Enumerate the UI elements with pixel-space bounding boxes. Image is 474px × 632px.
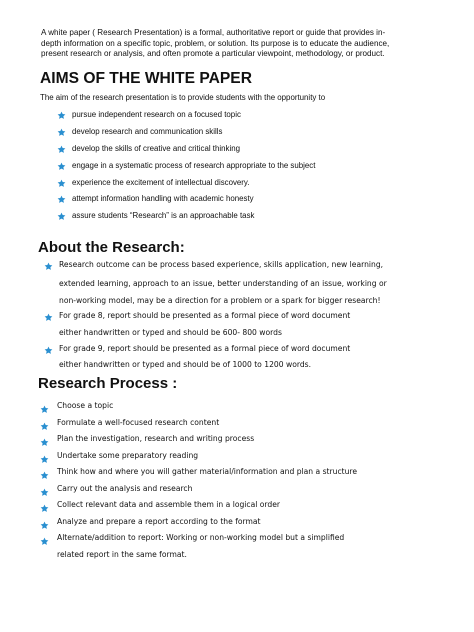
process-list-item: Collect relevant data and assemble them in a logical order: [57, 500, 280, 509]
aims-list-item: pursue independent research on a focused topic: [72, 110, 241, 119]
about-line: non-working model, may be a direction for a problem or a spark for bigger research!: [59, 296, 381, 305]
intro-paragraph: [41, 28, 437, 60]
star-icon: [40, 537, 49, 546]
process-list-item: Undertake some preparatory reading: [57, 451, 199, 460]
about-paragraph: [59, 260, 387, 306]
star-icon: [40, 521, 49, 530]
process-list-item: Plan the investigation, research and writing process: [57, 434, 255, 443]
star-icon: [57, 111, 66, 120]
star-icon: [40, 471, 49, 480]
star-icon: [44, 313, 53, 322]
star-icon: [57, 145, 66, 154]
star-icon: [40, 405, 49, 414]
intro-line: A white paper ( Research Presentation) is a formal, authoritative report or guide that provides in-: [41, 28, 386, 37]
about-line: either handwritten or typed and should be 600- 800 words: [59, 328, 282, 337]
star-icon: [57, 162, 66, 171]
process-heading: Research Process :: [38, 375, 178, 392]
aims-list-item: engage in a systematic process of research appropriate to the subject: [72, 161, 316, 170]
about-line: extended learning, approach to an issue, better understanding of an issue, working or: [59, 279, 387, 288]
process-list-item: Choose a topic: [57, 401, 114, 410]
about-line: either handwritten or typed and should be of 1000 to 1200 words.: [59, 360, 312, 369]
process-list-item: Think how and where you will gather material/information and plan a structure: [57, 467, 358, 476]
aims-lead-text: The aim of the research presentation is to provide students with the opportunity to: [40, 93, 326, 102]
star-icon: [40, 422, 49, 431]
star-icon: [57, 128, 66, 137]
about-line: Research outcome can be process based experience, skills application, new learning,: [59, 260, 384, 269]
aims-list-item: experience the excitement of intellectual discovery.: [72, 178, 250, 187]
about-line: For grade 8, report should be presented as a formal piece of word document: [59, 311, 351, 320]
aims-list-item: develop research and communication skills: [72, 127, 223, 136]
process-last-item: [57, 533, 344, 560]
star-icon: [40, 504, 49, 513]
star-icon: [57, 212, 66, 221]
aims-list-item: assure students “Research” is an approachable task: [72, 211, 255, 220]
about-heading: About the Research:: [38, 239, 185, 256]
process-line: Alternate/addition to report: Working or non-working model but a simplified: [57, 533, 345, 542]
aims-heading: AIMS OF THE WHITE PAPER: [40, 70, 252, 87]
about-line: For grade 9, report should be presented as a formal piece of word document: [59, 344, 351, 353]
process-list-item: Carry out the analysis and research: [57, 484, 193, 493]
intro-line: depth information on a specific topic, problem, or solution. Its purpose is to educate the audience,: [41, 38, 390, 48]
process-list-item: Formulate a well-focused research content: [57, 418, 220, 427]
aims-list-item: attempt information handling with academic honesty: [72, 194, 254, 203]
star-icon: [40, 488, 49, 497]
process-list-item: Analyze and prepare a report according to the format: [57, 517, 261, 526]
process-line: related report in the same format.: [57, 550, 187, 559]
about-paragraph: [59, 344, 350, 370]
star-icon: [57, 195, 66, 204]
about-paragraph: [59, 311, 350, 338]
star-icon: [44, 346, 53, 355]
aims-list-item: develop the skills of creative and critical thinking: [72, 144, 240, 153]
star-icon: [40, 455, 49, 464]
star-icon: [57, 179, 66, 188]
star-icon: [40, 438, 49, 447]
intro-line: present research or analysis, and often promote a particular viewpoint, methodology, or product.: [41, 49, 385, 58]
star-icon: [44, 262, 53, 271]
